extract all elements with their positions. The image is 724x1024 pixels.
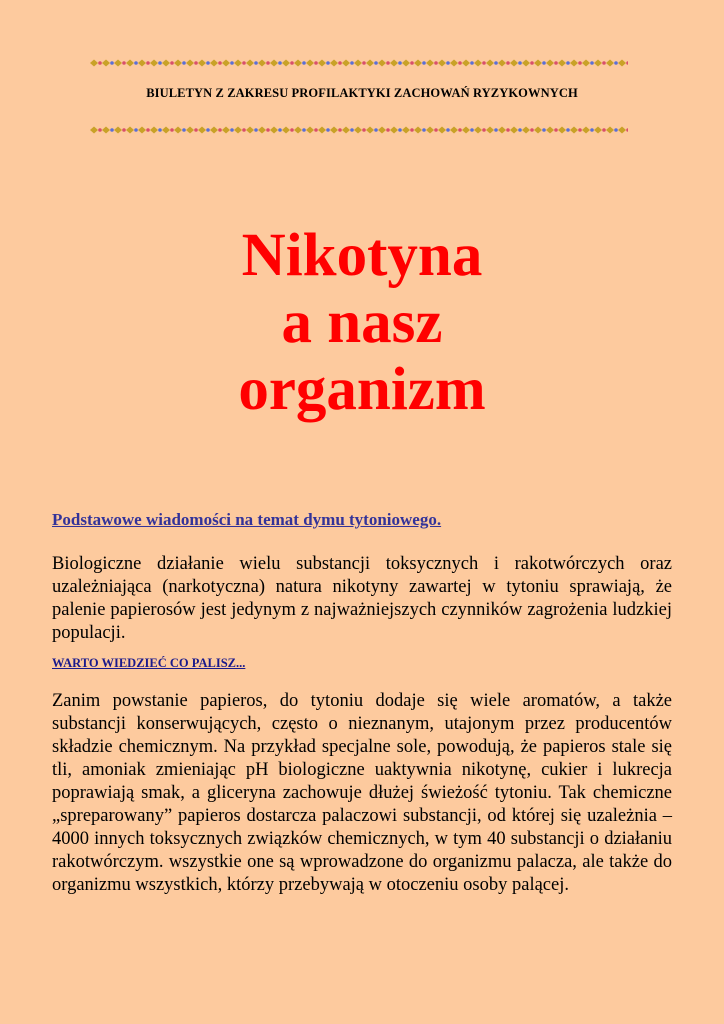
border-diamond [558, 127, 566, 134]
border-diamond [450, 60, 458, 67]
border-dot [458, 61, 462, 65]
border-dot [314, 128, 318, 132]
border-diamond [618, 60, 626, 67]
border-dot [302, 61, 306, 65]
border-diamond [534, 60, 542, 67]
border-dot [446, 61, 450, 65]
border-dot [518, 61, 522, 65]
border-diamond [90, 60, 98, 67]
border-dot [290, 128, 294, 132]
border-dot [350, 61, 354, 65]
border-diamond [402, 127, 410, 134]
border-diamond [402, 60, 410, 67]
border-diamond [354, 60, 362, 67]
border-ornament [90, 125, 628, 135]
border-dot [338, 128, 342, 132]
border-diamond [462, 60, 470, 67]
border-diamond [438, 60, 446, 67]
border-diamond [378, 127, 386, 134]
border-dot [482, 61, 486, 65]
border-diamond [414, 60, 422, 67]
border-diamond [438, 127, 446, 134]
border-diamond [390, 127, 398, 134]
border-diamond [498, 60, 506, 67]
border-diamond [570, 127, 578, 134]
bulletin-header: BIULETYN Z ZAKRESU PROFILAKTYKI ZACHOWAŃ RYZYKOWNYCH [146, 86, 578, 100]
border-diamond [198, 127, 206, 134]
border-diamond [546, 127, 554, 134]
border-diamond [558, 60, 566, 67]
border-diamond [330, 127, 338, 134]
border-dot [422, 128, 426, 132]
border-diamond [426, 60, 434, 67]
title-line-1: Nikotyna [241, 222, 483, 289]
border-dot [626, 61, 628, 65]
border-dot [506, 61, 510, 65]
border-diamond [258, 127, 266, 134]
border-diamond [510, 60, 518, 67]
border-dot [602, 61, 606, 65]
border-diamond [174, 60, 182, 67]
border-dot [578, 61, 582, 65]
border-diamond [150, 127, 158, 134]
border-dot [386, 61, 390, 65]
border-diamond [366, 127, 374, 134]
border-dot [530, 61, 534, 65]
border-diamond [414, 127, 422, 134]
border-dot [266, 128, 270, 132]
border-diamond [282, 127, 290, 134]
border-dot [146, 128, 150, 132]
border-dot [326, 61, 330, 65]
border-diamond [342, 60, 350, 67]
border-dot [98, 128, 102, 132]
border-dot [158, 61, 162, 65]
border-dot [230, 61, 234, 65]
border-diamond [126, 127, 134, 134]
border-dot [278, 128, 282, 132]
border-dot [278, 61, 282, 65]
border-diamond [138, 60, 146, 67]
border-dot [242, 61, 246, 65]
border-dot [458, 128, 462, 132]
border-dot [590, 61, 594, 65]
border-dot [134, 61, 138, 65]
border-diamond [258, 60, 266, 67]
border-dot [374, 61, 378, 65]
border-dot [182, 128, 186, 132]
border-dot [434, 128, 438, 132]
decorative-border-top [90, 58, 628, 68]
decorative-border-bottom [90, 125, 628, 135]
border-dot [194, 61, 198, 65]
border-diamond [570, 60, 578, 67]
border-diamond [486, 127, 494, 134]
border-dot [470, 61, 474, 65]
border-dot [110, 128, 114, 132]
border-dot [170, 61, 174, 65]
border-diamond [90, 127, 98, 134]
border-dot [362, 128, 366, 132]
border-diamond [210, 60, 218, 67]
border-diamond [210, 127, 218, 134]
border-diamond [462, 127, 470, 134]
border-diamond [546, 60, 554, 67]
border-diamond [522, 127, 530, 134]
border-dot [158, 128, 162, 132]
border-dot [482, 128, 486, 132]
border-dot [602, 128, 606, 132]
border-diamond [450, 127, 458, 134]
border-diamond [306, 60, 314, 67]
border-diamond [246, 60, 254, 67]
border-diamond [426, 127, 434, 134]
border-diamond [510, 127, 518, 134]
border-dot [542, 128, 546, 132]
border-diamond [366, 60, 374, 67]
border-dot [206, 61, 210, 65]
border-dot [542, 61, 546, 65]
border-dot [518, 128, 522, 132]
border-dot [206, 128, 210, 132]
border-diamond [234, 127, 242, 134]
border-diamond [162, 127, 170, 134]
border-dot [134, 128, 138, 132]
border-diamond [330, 60, 338, 67]
border-diamond [186, 127, 194, 134]
border-dot [530, 128, 534, 132]
border-diamond [102, 127, 110, 134]
border-diamond [318, 127, 326, 134]
border-diamond [522, 60, 530, 67]
border-diamond [174, 127, 182, 134]
border-dot [506, 128, 510, 132]
border-diamond [102, 60, 110, 67]
border-diamond [114, 60, 122, 67]
title-line-2: a nasz [281, 289, 443, 356]
border-dot [254, 61, 258, 65]
border-dot [590, 128, 594, 132]
border-diamond [582, 60, 590, 67]
border-dot [314, 61, 318, 65]
border-dot [578, 128, 582, 132]
border-dot [446, 128, 450, 132]
border-diamond [606, 60, 614, 67]
border-diamond [378, 60, 386, 67]
border-diamond [282, 60, 290, 67]
border-diamond [138, 127, 146, 134]
border-dot [554, 61, 558, 65]
border-dot [338, 61, 342, 65]
border-diamond [582, 127, 590, 134]
border-diamond [234, 60, 242, 67]
border-dot [242, 128, 246, 132]
border-diamond [270, 60, 278, 67]
border-dot [614, 128, 618, 132]
border-diamond [534, 127, 542, 134]
border-dot [386, 128, 390, 132]
border-diamond [498, 127, 506, 134]
border-dot [350, 128, 354, 132]
border-dot [194, 128, 198, 132]
border-dot [182, 61, 186, 65]
border-dot [122, 128, 126, 132]
border-diamond [222, 127, 230, 134]
border-diamond [270, 127, 278, 134]
border-ornament [90, 58, 628, 68]
border-diamond [306, 127, 314, 134]
border-diamond [474, 60, 482, 67]
title-line-3: organizm [238, 356, 486, 423]
border-diamond [342, 127, 350, 134]
border-dot [398, 61, 402, 65]
border-diamond [354, 127, 362, 134]
border-dot [110, 61, 114, 65]
border-diamond [294, 60, 302, 67]
border-dot [566, 128, 570, 132]
border-dot [554, 128, 558, 132]
border-dot [494, 61, 498, 65]
border-diamond [198, 60, 206, 67]
border-diamond [162, 60, 170, 67]
border-diamond [294, 127, 302, 134]
section-heading: Podstawowe wiadomości na temat dymu tytoniowego. [52, 510, 442, 529]
border-dot [470, 128, 474, 132]
border-diamond [222, 60, 230, 67]
border-diamond [318, 60, 326, 67]
border-dot [266, 61, 270, 65]
border-dot [218, 61, 222, 65]
page-title [0, 222, 724, 423]
border-dot [326, 128, 330, 132]
border-diamond [618, 127, 626, 134]
border-dot [494, 128, 498, 132]
border-diamond [186, 60, 194, 67]
border-dot [218, 128, 222, 132]
border-diamond [594, 127, 602, 134]
border-dot [410, 128, 414, 132]
border-dot [398, 128, 402, 132]
border-dot [302, 128, 306, 132]
border-diamond [150, 60, 158, 67]
border-dot [566, 61, 570, 65]
border-diamond [606, 127, 614, 134]
border-dot [626, 128, 628, 132]
border-dot [290, 61, 294, 65]
border-diamond [390, 60, 398, 67]
border-dot [98, 61, 102, 65]
border-dot [362, 61, 366, 65]
border-dot [170, 128, 174, 132]
border-dot [374, 128, 378, 132]
border-diamond [486, 60, 494, 67]
border-diamond [474, 127, 482, 134]
border-dot [254, 128, 258, 132]
section-subheading: WARTO WIEDZIEĆ CO PALISZ... [52, 656, 246, 670]
border-dot [422, 61, 426, 65]
border-diamond [246, 127, 254, 134]
border-dot [410, 61, 414, 65]
border-diamond [114, 127, 122, 134]
paragraph-intro: Biologiczne działanie wielu substancji toksycznych i rakotwórczych oraz uzależniająca (narkotyczna) natura nikotyny zawartej w tytoniu sprawiają, że palenie papierosów jest jedynym z najważniejszych czynników zagrożenia ludzkiej populacji. [52, 554, 672, 643]
paragraph-details: Zanim powstanie papieros, do tytoniu dodaje się wiele aromatów, a także substancji konserwujących, często o nieznanym, utajonym przez producentów składzie chemicznym. Na przykład specjalne sole, powodują, że papieros stale się tli, amoniak zmieniając pH biologiczne uaktywnia nikotynę, cukier i lukrecja poprawiają smak, a gliceryna zachowuje dłużej świeżość tytoniu. Tak chemiczne „spreparowany” papieros dostarcza palaczowi substancji, od której się uzależnia – 4000 innych toksycznych związków chemicznych, w tym 40 substancji o działaniu rakotwórczym. wszystkie one są wprowadzone do organizmu palacza, ale także do organizmu wszystkich, którzy przebywają w otoczeniu osoby palącej. [52, 691, 672, 895]
border-dot [434, 61, 438, 65]
border-dot [230, 128, 234, 132]
border-dot [146, 61, 150, 65]
border-dot [614, 61, 618, 65]
border-dot [122, 61, 126, 65]
border-diamond [126, 60, 134, 67]
border-diamond [594, 60, 602, 67]
